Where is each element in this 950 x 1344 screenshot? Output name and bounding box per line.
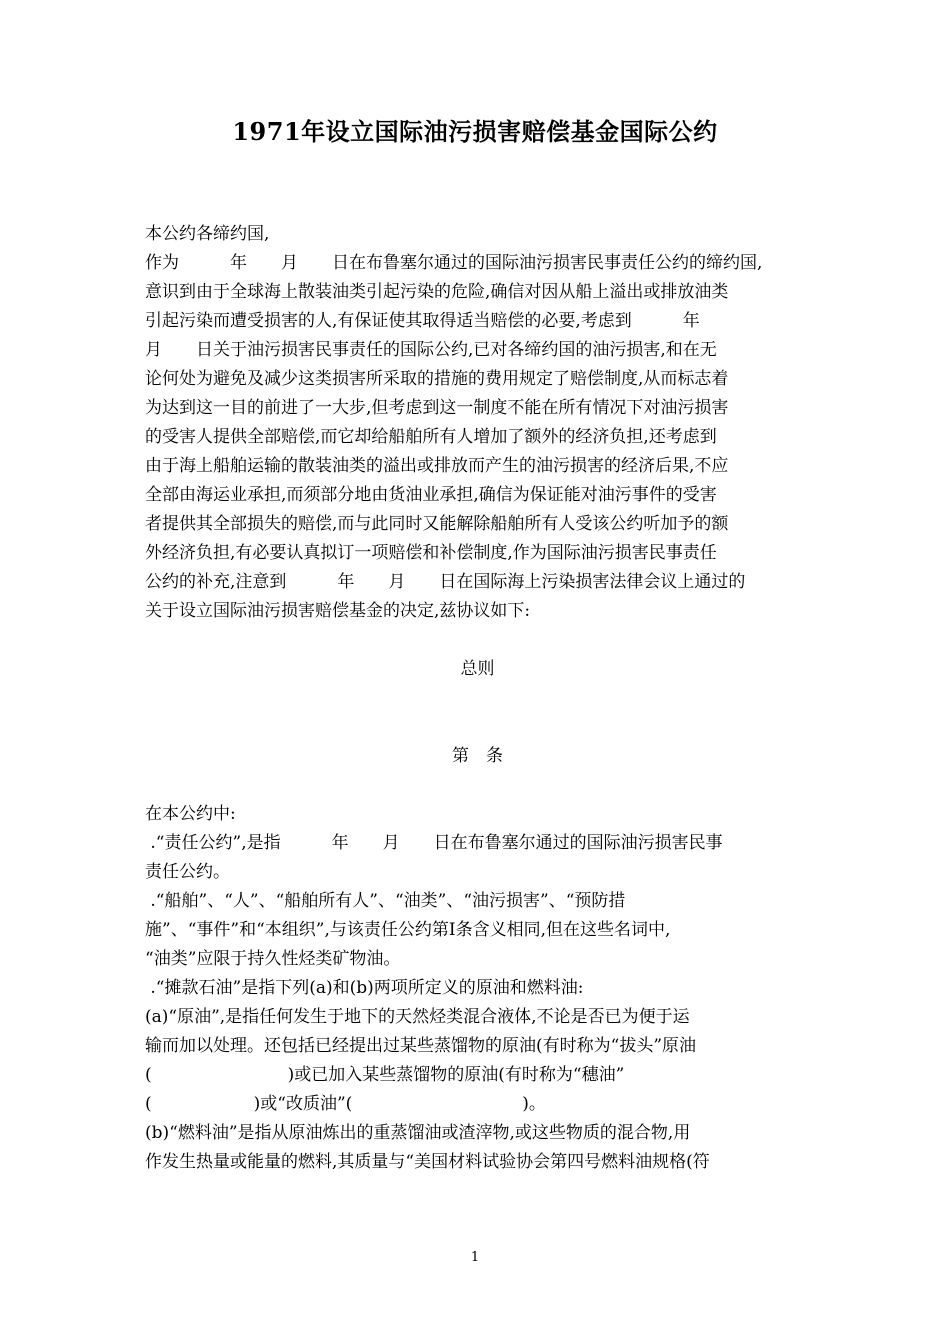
text-line: ( )或已加入某些蒸馏物的原油(有时称为“穗油” — [145, 1065, 625, 1085]
text-line: 本公约各缔约国, — [145, 224, 270, 244]
text-line: 月 日关于油污损害民事责任的国际公约,已对各缔约国的油污损害,和在无 — [145, 340, 717, 360]
article-heading: 第 条 — [452, 746, 503, 766]
text-line: 责任公约。 — [145, 862, 230, 882]
text-line: 为达到这一目的前进了一大步,但考虑到这一制度不能在所有情况下对油污损害 — [145, 398, 729, 418]
page-number: 1 — [470, 1250, 480, 1265]
text-line: 由于海上船舶运输的散装油类的溢出或排放而产生的油污损害的经济后果,不应 — [145, 456, 729, 476]
text-line: 的受害人提供全部赔偿,而它却给船舶所有人增加了额外的经济负担,还考虑到 — [145, 427, 717, 447]
article-body — [145, 800, 810, 1177]
section-heading: 总则 — [460, 659, 495, 679]
text-line: .“摊款石油”是指下列(a)和(b)两项所定义的原油和燃料油: — [145, 978, 584, 998]
text-line: .“责任公约”,是指 年 月 日在布鲁塞尔通过的国际油污损害民事 — [145, 833, 723, 853]
text-line: 作为 年 月 日在布鲁塞尔通过的国际油污损害民事责任公约的缔约国, — [145, 253, 763, 273]
text-line: 者提供其全部损失的赔偿,而与此同时又能解除船舶所有人受该公约听加予的额 — [145, 514, 729, 534]
text-line: 引起污染而遭受损害的人,有保证使其取得适当赔偿的必要,考虑到 年 — [145, 311, 700, 331]
text-line: 输而加以处理。还包括已经提出过某些蒸馏物的原油(有时称为“拔头”原油 — [145, 1036, 697, 1056]
text-line: .“船舶”、“人”、“船舶所有人”、“油类”、“油污损害”、“预防措 — [145, 891, 626, 911]
text-line: 关于设立国际油污损害赔偿基金的决定,兹协议如下: — [145, 601, 531, 621]
text-line: 施”、“事件”和“本组织”,与该责任公约第Ⅰ条含义相同,但在这些名词中, — [145, 920, 671, 940]
text-line: 意识到由于全球海上散装油类引起污染的危险,确信对因从船上溢出或排放油类 — [145, 282, 729, 302]
document-title: 1971年设立国际油污损害赔偿基金国际公约 — [232, 117, 718, 146]
text-line: (b)“燃料油”是指从原油炼出的重蒸馏油或渣滓物,或这些物质的混合物,用 — [145, 1123, 691, 1143]
text-line: 作发生热量或能量的燃料,其质量与“美国材料试验协会第四号燃料油规格(符 — [145, 1152, 710, 1172]
text-line: 全部由海运业承担,而须部分地由货油业承担,确信为保证能对油污事件的受害 — [145, 485, 717, 505]
preamble — [145, 220, 810, 626]
document-body — [145, 220, 810, 1177]
text-line: 公约的补充,注意到 年 月 日在国际海上污染损害法律会议上通过的 — [145, 572, 746, 592]
text-line: 论何处为避免及减少这类损害所采取的措施的费用规定了赔偿制度,从而标志着 — [145, 369, 729, 389]
text-line: 在本公约中: — [145, 804, 236, 824]
text-line: 外经济负担,有必要认真拟订一项赔偿和补偿制度,作为国际油污损害民事责任 — [145, 543, 717, 563]
text-line: (a)“原油”,是指任何发生于地下的天然烃类混合液体,不论是否已为便于运 — [145, 1007, 690, 1027]
text-line: ( )或“改质油”( )。 — [145, 1094, 546, 1114]
text-line: “油类”应限于持久性烃类矿物油。 — [145, 949, 401, 969]
